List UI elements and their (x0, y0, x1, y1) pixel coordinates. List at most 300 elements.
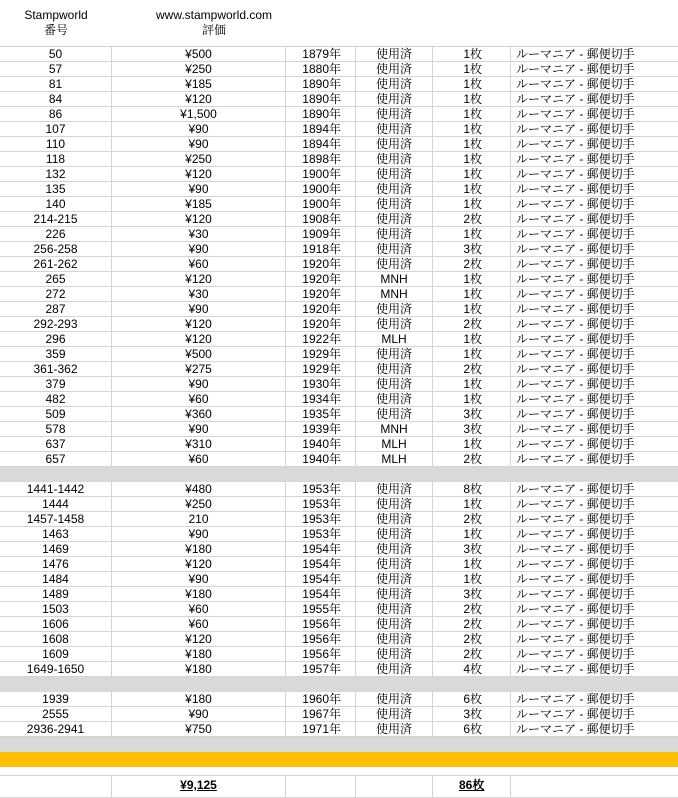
cell-year: 1894年 (286, 122, 356, 136)
cell-quantity: 1枚 (433, 152, 511, 166)
cell-year: 1920年 (286, 302, 356, 316)
cell-valuation: ¥250 (112, 152, 286, 166)
cell-valuation: ¥60 (112, 392, 286, 406)
table-row (0, 497, 678, 512)
section-separator (0, 467, 678, 482)
cell-stamp-number: 214-215 (0, 212, 112, 226)
cell-stamp-number: 81 (0, 77, 112, 91)
cell-quantity: 1枚 (433, 392, 511, 406)
table-row (0, 587, 678, 602)
cell-stamp-number: 57 (0, 62, 112, 76)
cell-description: ルーマニア - 郵便切手 (516, 77, 635, 91)
cell-stamp-number: 50 (0, 47, 112, 61)
cell-stamp-number: 226 (0, 227, 112, 241)
cell-valuation: ¥60 (112, 257, 286, 271)
table-row (0, 422, 678, 437)
table-row (0, 362, 678, 377)
cell-valuation: ¥180 (112, 692, 286, 706)
cell-valuation: ¥180 (112, 542, 286, 556)
cell-condition: 使用済 (356, 497, 433, 511)
cell-condition: 使用済 (356, 92, 433, 106)
cell-description: ルーマニア - 郵便切手 (516, 662, 635, 676)
cell-condition: 使用済 (356, 197, 433, 211)
cell-stamp-number: 292-293 (0, 317, 112, 331)
cell-quantity: 3枚 (433, 407, 511, 421)
cell-stamp-number: 272 (0, 287, 112, 301)
table-row (0, 722, 678, 737)
cell-year: 1953年 (286, 482, 356, 496)
cell-description: ルーマニア - 郵便切手 (516, 692, 635, 706)
cell-description: ルーマニア - 郵便切手 (516, 452, 635, 466)
table-row (0, 197, 678, 212)
cell-condition: 使用済 (356, 527, 433, 541)
cell-quantity: 1枚 (433, 572, 511, 586)
cell-stamp-number: 1457-1458 (0, 512, 112, 526)
cell-description: ルーマニア - 郵便切手 (516, 392, 635, 406)
highlight-bar (0, 752, 678, 767)
cell-year: 1929年 (286, 347, 356, 361)
cell-quantity: 1枚 (433, 122, 511, 136)
cell-condition: 使用済 (356, 707, 433, 721)
cell-condition: MLH (356, 437, 433, 451)
cell-condition: 使用済 (356, 302, 433, 316)
section-separator (0, 737, 678, 752)
table-row (0, 452, 678, 467)
cell-year: 1879年 (286, 47, 356, 61)
cell-quantity: 3枚 (433, 242, 511, 256)
cell-quantity: 6枚 (433, 692, 511, 706)
cell-description: ルーマニア - 郵便切手 (516, 332, 635, 346)
cell-year: 1920年 (286, 287, 356, 301)
cell-year: 1908年 (286, 212, 356, 226)
cell-description: ルーマニア - 郵便切手 (516, 62, 635, 76)
cell-valuation: ¥120 (112, 317, 286, 331)
cell-condition: 使用済 (356, 77, 433, 91)
cell-quantity: 1枚 (433, 62, 511, 76)
cell-condition: 使用済 (356, 167, 433, 181)
cell-quantity: 2枚 (433, 317, 511, 331)
table-row (0, 242, 678, 257)
cell-valuation: ¥480 (112, 482, 286, 496)
cell-stamp-number: 1606 (0, 617, 112, 631)
header-label: www.stampworld.com (155, 8, 273, 22)
cell-description: ルーマニア - 郵便切手 (516, 272, 635, 286)
cell-quantity: 2枚 (433, 257, 511, 271)
table-row (0, 302, 678, 317)
cell-description: ルーマニア - 郵便切手 (516, 632, 635, 646)
cell-stamp-number: 107 (0, 122, 112, 136)
cell-quantity: 2枚 (433, 602, 511, 616)
cell-description: ルーマニア - 郵便切手 (516, 137, 635, 151)
cell-description: ルーマニア - 郵便切手 (516, 362, 635, 376)
cell-quantity: 1枚 (433, 497, 511, 511)
cell-condition: 使用済 (356, 407, 433, 421)
cell-quantity: 3枚 (433, 587, 511, 601)
cell-condition: 使用済 (356, 47, 433, 61)
cell-valuation: 210 (112, 512, 286, 526)
cell-description: ルーマニア - 郵便切手 (516, 107, 635, 121)
table-row (0, 152, 678, 167)
cell-quantity: 1枚 (433, 92, 511, 106)
table-row (0, 332, 678, 347)
cell-stamp-number: 1469 (0, 542, 112, 556)
cell-year: 1918年 (286, 242, 356, 256)
cell-description: ルーマニア - 郵便切手 (516, 497, 635, 511)
table-body (0, 47, 678, 752)
cell-valuation: ¥120 (112, 557, 286, 571)
table-row (0, 527, 678, 542)
cell-stamp-number: 361-362 (0, 362, 112, 376)
cell-condition: 使用済 (356, 722, 433, 736)
cell-description: ルーマニア - 郵便切手 (516, 707, 635, 721)
cell-stamp-number: 265 (0, 272, 112, 286)
cell-valuation: ¥60 (112, 602, 286, 616)
cell-quantity: 2枚 (433, 452, 511, 466)
table-row (0, 47, 678, 62)
cell-description: ルーマニア - 郵便切手 (516, 482, 635, 496)
cell-quantity: 1枚 (433, 182, 511, 196)
cell-description: ルーマニア - 郵便切手 (516, 92, 635, 106)
cell-description: ルーマニア - 郵便切手 (516, 722, 635, 736)
cell-stamp-number: 1489 (0, 587, 112, 601)
cell-condition: 使用済 (356, 137, 433, 151)
cell-year: 1920年 (286, 272, 356, 286)
cell-description: ルーマニア - 郵便切手 (516, 167, 635, 181)
cell-quantity: 3枚 (433, 542, 511, 556)
cell-year: 1898年 (286, 152, 356, 166)
cell-condition: 使用済 (356, 152, 433, 166)
cell-condition: 使用済 (356, 617, 433, 631)
cell-year: 1920年 (286, 257, 356, 271)
cell-year: 1967年 (286, 707, 356, 721)
cell-condition: 使用済 (356, 227, 433, 241)
cell-year: 1971年 (286, 722, 356, 736)
cell-year: 1954年 (286, 572, 356, 586)
cell-quantity: 3枚 (433, 707, 511, 721)
cell-stamp-number: 1463 (0, 527, 112, 541)
cell-quantity: 1枚 (433, 437, 511, 451)
table-row (0, 437, 678, 452)
cell-description: ルーマニア - 郵便切手 (516, 47, 635, 61)
cell-year: 1920年 (286, 317, 356, 331)
cell-condition: 使用済 (356, 62, 433, 76)
total-value: ¥9,125 (112, 776, 286, 797)
cell-condition: 使用済 (356, 392, 433, 406)
table-row (0, 602, 678, 617)
cell-description: ルーマニア - 郵便切手 (516, 317, 635, 331)
table-row (0, 617, 678, 632)
cell-valuation: ¥250 (112, 62, 286, 76)
table-row (0, 377, 678, 392)
table-row (0, 137, 678, 152)
cell-condition: 使用済 (356, 242, 433, 256)
cell-quantity: 1枚 (433, 197, 511, 211)
table-row (0, 542, 678, 557)
cell-valuation: ¥500 (112, 47, 286, 61)
cell-quantity: 1枚 (433, 227, 511, 241)
cell-year: 1922年 (286, 332, 356, 346)
cell-condition: 使用済 (356, 212, 433, 226)
header-stampworld-number (0, 0, 112, 46)
cell-year: 1935年 (286, 407, 356, 421)
cell-valuation: ¥90 (112, 527, 286, 541)
cell-quantity: 1枚 (433, 47, 511, 61)
cell-condition: 使用済 (356, 182, 433, 196)
cell-quantity: 2枚 (433, 362, 511, 376)
cell-valuation: ¥1,500 (112, 107, 286, 121)
cell-stamp-number: 1503 (0, 602, 112, 616)
table-row (0, 647, 678, 662)
cell-quantity: 1枚 (433, 527, 511, 541)
header-label: 評価 (201, 23, 226, 37)
cell-description: ルーマニア - 郵便切手 (516, 257, 635, 271)
table-row (0, 512, 678, 527)
cell-valuation: ¥30 (112, 227, 286, 241)
cell-condition: 使用済 (356, 122, 433, 136)
cell-year: 1909年 (286, 227, 356, 241)
cell-year: 1880年 (286, 62, 356, 76)
cell-description: ルーマニア - 郵便切手 (516, 227, 635, 241)
cell-valuation: ¥120 (112, 272, 286, 286)
cell-stamp-number: 2936-2941 (0, 722, 112, 736)
cell-description: ルーマニア - 郵便切手 (516, 152, 635, 166)
section-separator (0, 677, 678, 692)
cell-stamp-number: 359 (0, 347, 112, 361)
cell-year: 1953年 (286, 527, 356, 541)
cell-valuation: ¥185 (112, 197, 286, 211)
cell-description: ルーマニア - 郵便切手 (516, 572, 635, 586)
cell-stamp-number: 118 (0, 152, 112, 166)
cell-stamp-number: 1609 (0, 647, 112, 661)
cell-quantity: 1枚 (433, 107, 511, 121)
cell-stamp-number: 578 (0, 422, 112, 436)
cell-quantity: 8枚 (433, 482, 511, 496)
cell-quantity: 1枚 (433, 557, 511, 571)
cell-description: ルーマニア - 郵便切手 (516, 512, 635, 526)
cell-quantity: 3枚 (433, 422, 511, 436)
table-row (0, 287, 678, 302)
header-label: 番号 (43, 23, 68, 37)
cell-quantity: 1枚 (433, 332, 511, 346)
cell-stamp-number: 86 (0, 107, 112, 121)
cell-valuation: ¥90 (112, 422, 286, 436)
table-row (0, 182, 678, 197)
cell-description: ルーマニア - 郵便切手 (516, 527, 635, 541)
cell-stamp-number: 84 (0, 92, 112, 106)
table-row (0, 662, 678, 677)
table-row (0, 632, 678, 647)
cell-stamp-number: 637 (0, 437, 112, 451)
cell-quantity: 1枚 (433, 347, 511, 361)
cell-year: 1956年 (286, 632, 356, 646)
cell-description: ルーマニア - 郵便切手 (516, 242, 635, 256)
cell-quantity: 1枚 (433, 302, 511, 316)
cell-stamp-number: 296 (0, 332, 112, 346)
cell-quantity: 1枚 (433, 137, 511, 151)
cell-year: 1953年 (286, 497, 356, 511)
cell-description: ルーマニア - 郵便切手 (516, 122, 635, 136)
cell-stamp-number: 135 (0, 182, 112, 196)
header-label: Stampworld (24, 8, 88, 22)
cell-description: ルーマニア - 郵便切手 (516, 647, 635, 661)
cell-stamp-number: 1939 (0, 692, 112, 706)
cell-stamp-number: 1444 (0, 497, 112, 511)
header-row (0, 0, 678, 47)
cell-stamp-number: 482 (0, 392, 112, 406)
table-row (0, 572, 678, 587)
cell-description: ルーマニア - 郵便切手 (516, 302, 635, 316)
cell-description: ルーマニア - 郵便切手 (516, 422, 635, 436)
cell-stamp-number: 256-258 (0, 242, 112, 256)
cell-condition: MNH (356, 287, 433, 301)
table-row (0, 317, 678, 332)
cell-condition: MLH (356, 332, 433, 346)
cell-quantity: 2枚 (433, 647, 511, 661)
cell-valuation: ¥180 (112, 662, 286, 676)
cell-stamp-number: 1608 (0, 632, 112, 646)
cell-description: ルーマニア - 郵便切手 (516, 542, 635, 556)
cell-valuation: ¥90 (112, 182, 286, 196)
cell-description: ルーマニア - 郵便切手 (516, 212, 635, 226)
cell-stamp-number: 287 (0, 302, 112, 316)
cell-year: 1956年 (286, 647, 356, 661)
table-row (0, 167, 678, 182)
cell-year: 1954年 (286, 542, 356, 556)
table-row (0, 77, 678, 92)
table-row (0, 122, 678, 137)
cell-valuation: ¥120 (112, 212, 286, 226)
cell-valuation: ¥90 (112, 377, 286, 391)
cell-valuation: ¥90 (112, 242, 286, 256)
cell-condition: 使用済 (356, 647, 433, 661)
cell-valuation: ¥30 (112, 287, 286, 301)
cell-valuation: ¥120 (112, 332, 286, 346)
cell-year: 1940年 (286, 437, 356, 451)
cell-condition: 使用済 (356, 692, 433, 706)
cell-quantity: 2枚 (433, 632, 511, 646)
cell-description: ルーマニア - 郵便切手 (516, 587, 635, 601)
cell-year: 1890年 (286, 92, 356, 106)
table-row (0, 392, 678, 407)
cell-valuation: ¥60 (112, 617, 286, 631)
cell-description: ルーマニア - 郵便切手 (516, 437, 635, 451)
cell-stamp-number: 1649-1650 (0, 662, 112, 676)
cell-valuation: ¥120 (112, 167, 286, 181)
cell-stamp-number: 2555 (0, 707, 112, 721)
cell-condition: MNH (356, 422, 433, 436)
cell-quantity: 6枚 (433, 722, 511, 736)
cell-valuation: ¥60 (112, 452, 286, 466)
cell-year: 1890年 (286, 77, 356, 91)
cell-valuation: ¥360 (112, 407, 286, 421)
table-row (0, 92, 678, 107)
cell-valuation: ¥250 (112, 497, 286, 511)
cell-stamp-number: 1484 (0, 572, 112, 586)
table-row (0, 107, 678, 122)
cell-valuation: ¥90 (112, 707, 286, 721)
cell-valuation: ¥180 (112, 587, 286, 601)
cell-quantity: 1枚 (433, 377, 511, 391)
cell-valuation: ¥90 (112, 302, 286, 316)
cell-description: ルーマニア - 郵便切手 (516, 602, 635, 616)
cell-condition: 使用済 (356, 107, 433, 121)
cell-description: ルーマニア - 郵便切手 (516, 377, 635, 391)
cell-year: 1954年 (286, 557, 356, 571)
cell-valuation: ¥310 (112, 437, 286, 451)
cell-year: 1934年 (286, 392, 356, 406)
cell-quantity: 2枚 (433, 617, 511, 631)
cell-condition: 使用済 (356, 587, 433, 601)
cell-valuation: ¥275 (112, 362, 286, 376)
cell-stamp-number: 261-262 (0, 257, 112, 271)
table-row (0, 557, 678, 572)
table-row (0, 707, 678, 722)
table-row (0, 257, 678, 272)
cell-stamp-number: 110 (0, 137, 112, 151)
cell-stamp-number: 509 (0, 407, 112, 421)
cell-year: 1929年 (286, 362, 356, 376)
table-row (0, 62, 678, 77)
table-row (0, 407, 678, 422)
cell-stamp-number: 379 (0, 377, 112, 391)
cell-description: ルーマニア - 郵便切手 (516, 407, 635, 421)
blank-row (0, 767, 678, 776)
cell-year: 1890年 (286, 107, 356, 121)
cell-condition: 使用済 (356, 542, 433, 556)
cell-valuation: ¥90 (112, 137, 286, 151)
table-row (0, 272, 678, 287)
cell-condition: 使用済 (356, 482, 433, 496)
cell-condition: 使用済 (356, 602, 433, 616)
cell-condition: 使用済 (356, 257, 433, 271)
cell-year: 1955年 (286, 602, 356, 616)
table-row (0, 212, 678, 227)
cell-condition: 使用済 (356, 512, 433, 526)
cell-quantity: 1枚 (433, 287, 511, 301)
cell-year: 1957年 (286, 662, 356, 676)
table-row (0, 692, 678, 707)
cell-year: 1900年 (286, 182, 356, 196)
cell-condition: 使用済 (356, 662, 433, 676)
cell-year: 1900年 (286, 197, 356, 211)
cell-valuation: ¥750 (112, 722, 286, 736)
cell-condition: MLH (356, 452, 433, 466)
cell-stamp-number: 1441-1442 (0, 482, 112, 496)
table-row (0, 227, 678, 242)
table-row (0, 482, 678, 497)
cell-year: 1894年 (286, 137, 356, 151)
cell-valuation: ¥180 (112, 647, 286, 661)
cell-valuation: ¥120 (112, 632, 286, 646)
cell-condition: 使用済 (356, 557, 433, 571)
cell-description: ルーマニア - 郵便切手 (516, 347, 635, 361)
cell-condition: 使用済 (356, 377, 433, 391)
cell-quantity: 2枚 (433, 212, 511, 226)
cell-condition: 使用済 (356, 347, 433, 361)
table-row (0, 347, 678, 362)
cell-quantity: 2枚 (433, 512, 511, 526)
cell-quantity: 1枚 (433, 77, 511, 91)
cell-stamp-number: 132 (0, 167, 112, 181)
total-quantity: 86枚 (433, 776, 511, 797)
cell-quantity: 1枚 (433, 167, 511, 181)
cell-valuation: ¥90 (112, 122, 286, 136)
totals-cell (286, 776, 356, 797)
totals-cell (0, 776, 112, 797)
cell-year: 1900年 (286, 167, 356, 181)
cell-year: 1956年 (286, 617, 356, 631)
totals-row (0, 776, 678, 798)
